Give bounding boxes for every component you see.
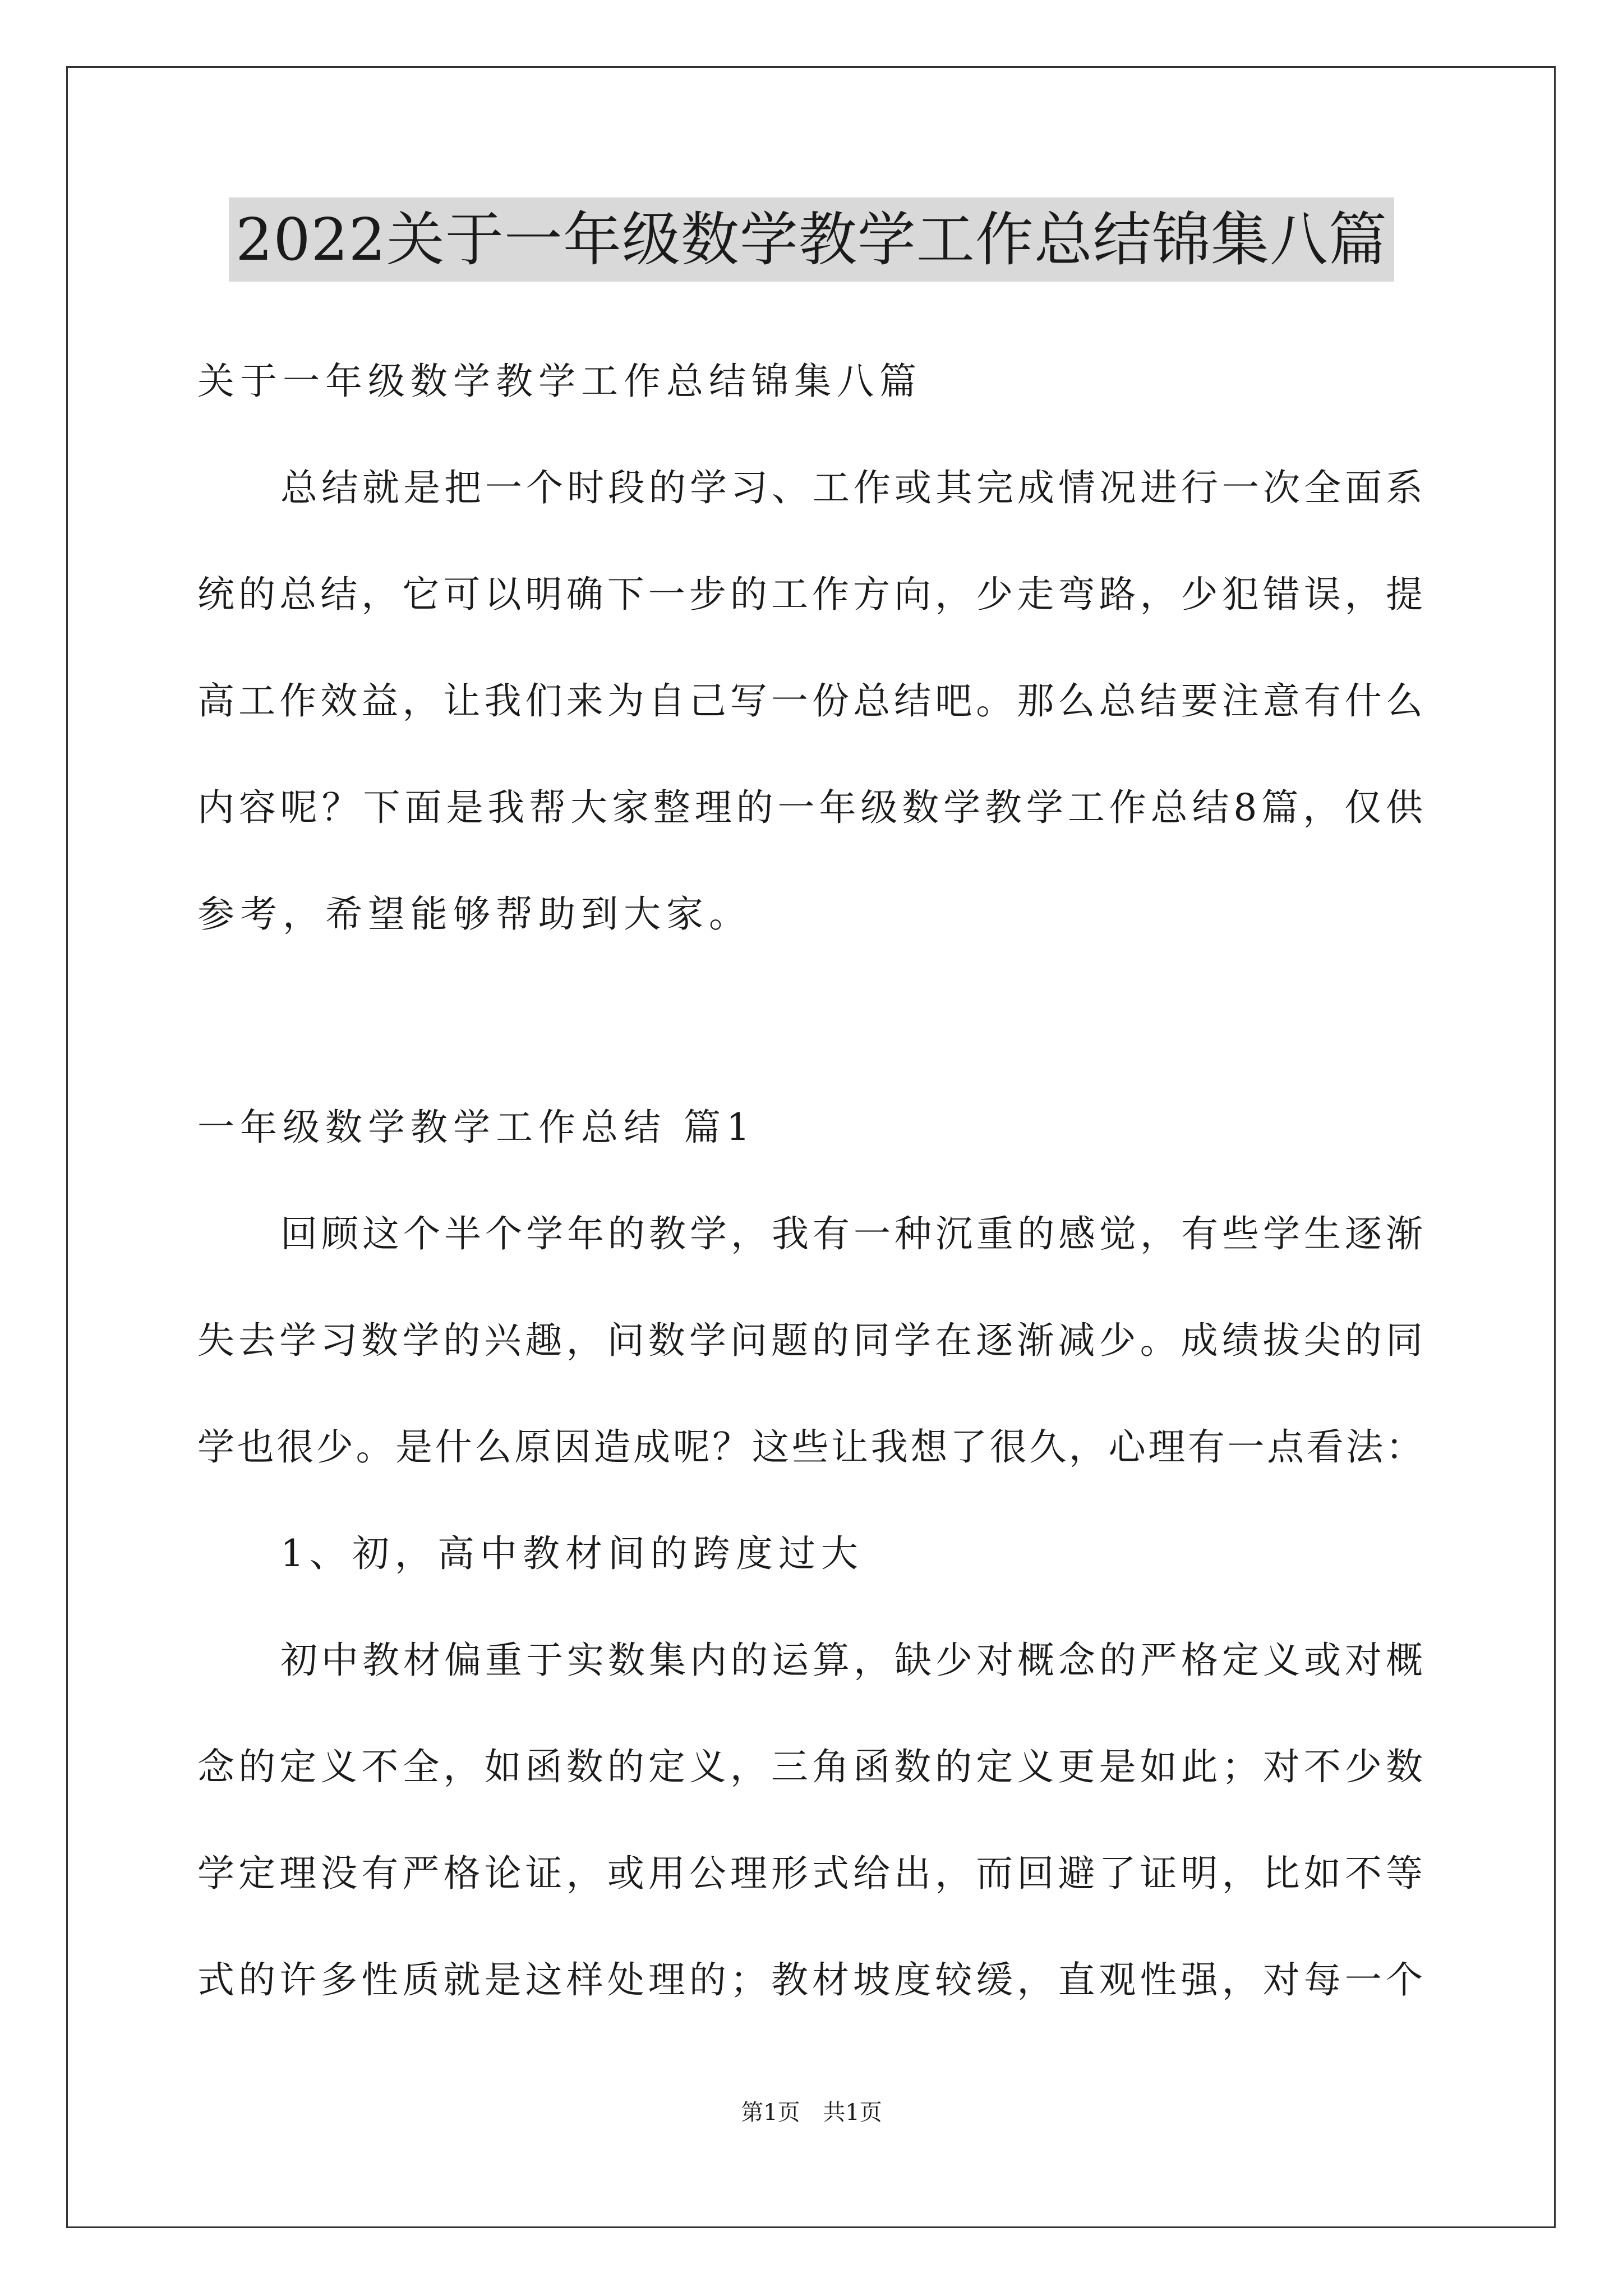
point-heading: 1、初，高中教材间的跨度过大	[280, 1532, 864, 1575]
intro-line: 总结就是把一个时段的学习、工作或其完成情况进行一次全面系	[280, 466, 1423, 509]
section-heading: 一年级数学教学工作总结 篇1	[197, 1106, 755, 1149]
section-line: 回顾这个半个学年的教学，我有一种沉重的感觉，有些学生逐渐	[280, 1212, 1423, 1255]
section-line: 失去学习数学的兴趣，问数学问题的同学在逐渐减少。成绩拔尖的同	[197, 1319, 1423, 1362]
title-block	[0, 197, 1623, 282]
point-line: 学定理没有严格论证，或用公理形式给出，而回避了证明，比如不等	[197, 1852, 1423, 1895]
document-title: 2022关于一年级数学教学工作总结锦集八篇	[229, 197, 1394, 282]
intro-line: 高工作效益，让我们来为自己写一份总结吧。那么总结要注意有什么	[197, 679, 1423, 723]
intro-line: 参考，希望能够帮助到大家。	[197, 892, 751, 936]
page-footer	[0, 2096, 1623, 2129]
point-line: 初中教材偏重于实数集内的运算，缺少对概念的严格定义或对概	[280, 1639, 1423, 1682]
intro-line: 内容呢？下面是我帮大家整理的一年级数学教学工作总结8篇，仅供	[197, 786, 1423, 829]
subtitle: 关于一年级数学教学工作总结锦集八篇	[197, 360, 922, 403]
page-total: 共1页	[823, 2100, 882, 2125]
page-number: 第1页	[741, 2100, 800, 2125]
section-line: 学也很少。是什么原因造成呢？这些让我想了很久，心理有一点看法：	[197, 1425, 1423, 1469]
intro-line: 统的总结，它可以明确下一步的工作方向，少走弯路，少犯错误，提	[197, 573, 1423, 616]
point-line: 式的许多性质就是这样处理的；教材坡度较缓，直观性强，对每一个	[197, 1958, 1423, 2001]
point-line: 念的定义不全，如函数的定义，三角函数的定义更是如此；对不少数	[197, 1745, 1423, 1788]
